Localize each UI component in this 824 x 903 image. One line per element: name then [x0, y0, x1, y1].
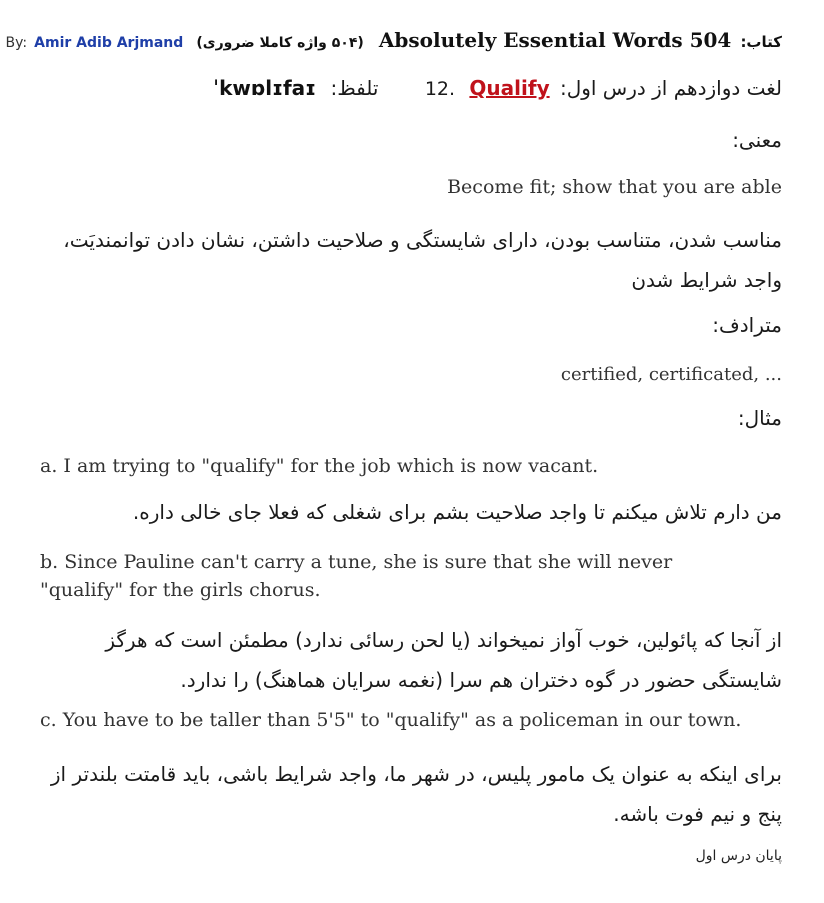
example-c-persian: برای اینکه به عنوان یک مامور پلیس، در شهر ما، واجد شرایط باشی، باید قامتت بلندتر از پنج و نیم فوت باشه.: [50, 762, 782, 826]
example-b-english: b. Since Pauline can't carry a tune, she is sure that she will never "qualify" for the girls chorus.: [40, 551, 673, 601]
examples-heading: مثال:: [737, 406, 782, 430]
footer-note: پایان درس اول: [695, 848, 782, 864]
by-label: By:: [5, 35, 28, 51]
word-entry: [421, 76, 554, 100]
synonyms-row: [40, 364, 782, 385]
meaning-english-text: Become fit; show that you are able: [447, 176, 782, 198]
word-line: [40, 76, 782, 110]
book-label: کتاب:: [740, 33, 782, 51]
example-a-english: a. I am trying to "qualify" for the job which is now vacant.: [40, 455, 599, 477]
example-b-persian: از آنجا که پائولین، خوب آواز نمیخواند (یا لحن رسائی ندارد) مطمئن است که هرگز شایستگی حضور در گوه دختران هم سرا (نغمه سرایان هماهنگ) را ندارد.: [105, 628, 782, 692]
word-number: 12.: [424, 78, 456, 100]
author-credit: [5, 32, 185, 51]
book-title-persian: (۵۰۴ واژه کاملا ضروری): [196, 35, 364, 51]
lesson-label: لغت دوازدهم از درس اول:: [559, 76, 782, 100]
meaning-persian: مناسب شدن، متناسب بودن، دارای شایستگی و صلاحیت داشتن، نشان دادن توانمندیَت، واجد شرایط شدن: [63, 228, 782, 292]
pronunciation-label: تلفظ:: [330, 76, 379, 100]
example-a-persian: من دارم تلاش میکنم تا واجد صلاحیت بشم برای شغلی که فعلا جای خالی داره.: [132, 500, 782, 524]
meaning-english: [40, 176, 782, 198]
vocabulary-word: Qualify: [469, 76, 550, 100]
book-title: Absolutely Essential Words 504: [378, 28, 732, 52]
synonyms-heading: مترادف:: [712, 313, 782, 337]
pronunciation: ˈkwɒlɪfaɪ: [213, 76, 317, 100]
meaning-heading: معنی:: [732, 128, 782, 152]
author-name: Amir Adib Arjmand: [34, 35, 184, 51]
example-c-english: c. You have to be taller than 5'5" to "qualify" as a policeman in our town.: [40, 709, 742, 731]
synonyms-value: certified, certificated, ...: [560, 364, 782, 385]
document-header: [5, 28, 782, 56]
